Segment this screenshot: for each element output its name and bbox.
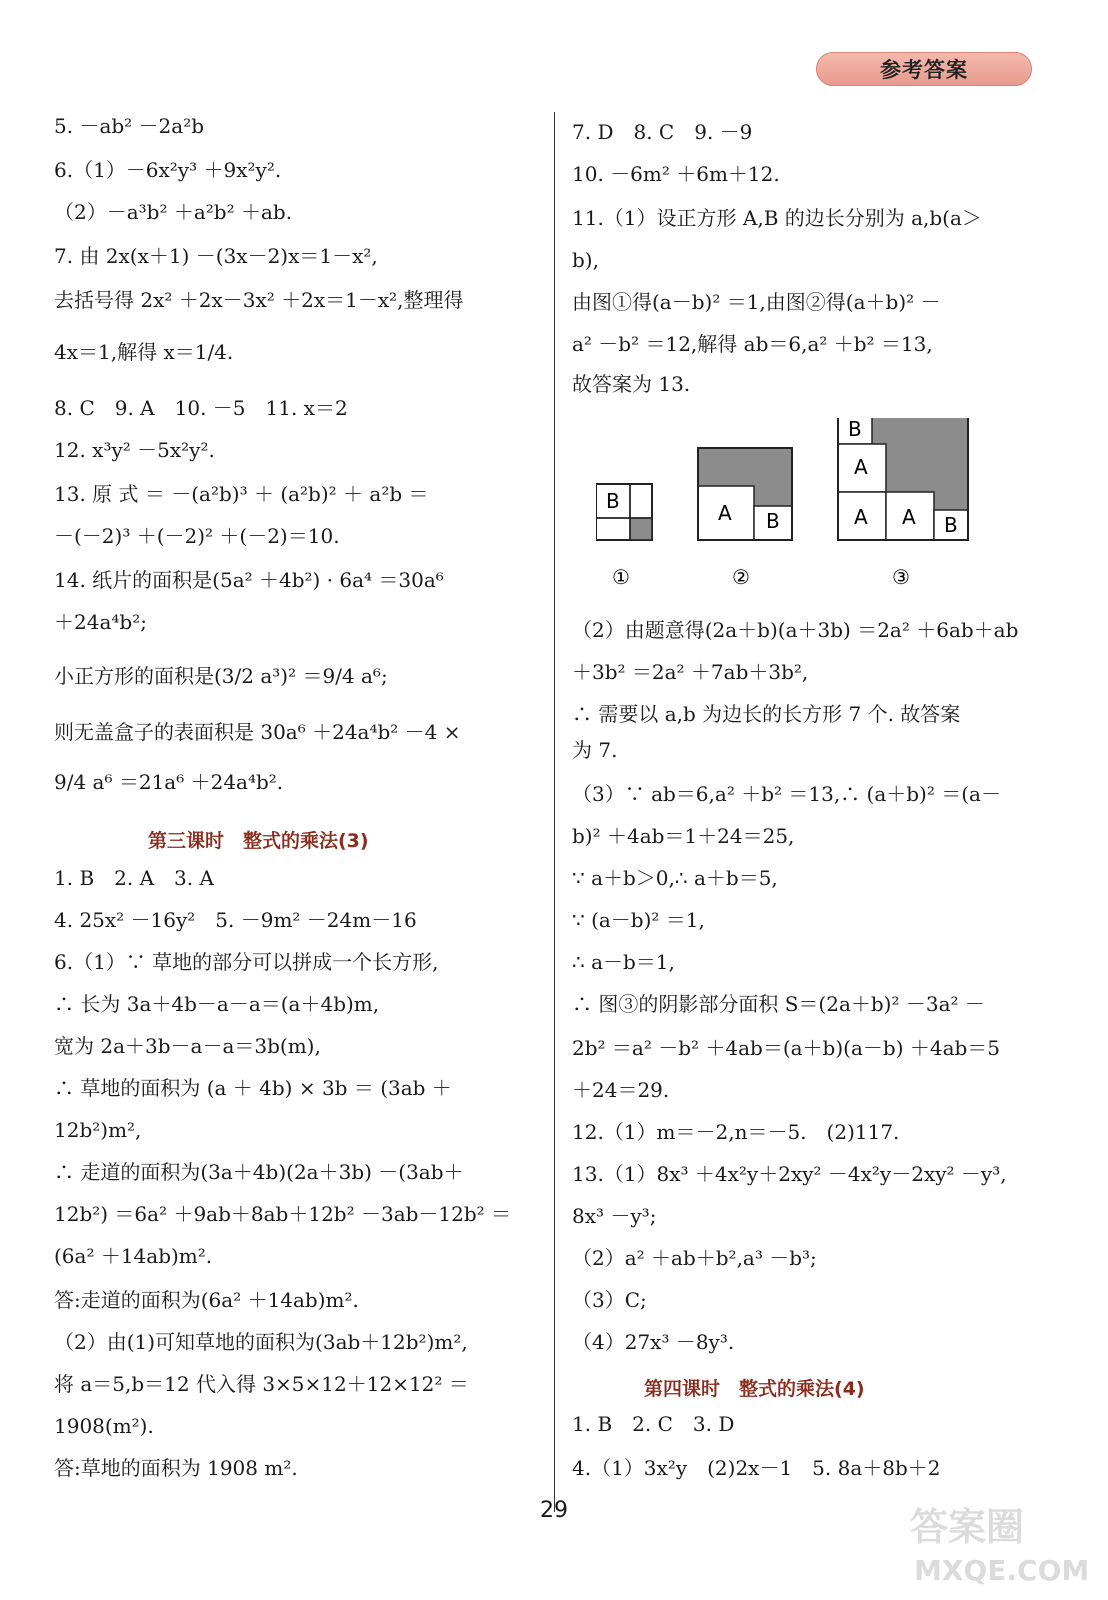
answer-line: b), (572, 248, 599, 272)
answer-line: 答:草地的面积为 1908 m². (54, 1456, 298, 1480)
answer-line: 4. 25x² －16y² 5. －9m² －24m－16 (54, 908, 417, 932)
answer-line: 为 7. (572, 738, 618, 762)
figure-2 (698, 448, 792, 589)
answer-line: （3）C; (572, 1288, 647, 1312)
page-number: 29 (540, 1498, 568, 1523)
squares-figure (596, 418, 1016, 618)
answer-line: （2）－a³b² ＋a²b² ＋ab. (54, 200, 293, 224)
figure-caption: ② (732, 565, 750, 589)
answer-line: （4）27x³ －8y³. (572, 1330, 735, 1354)
answer-line: （3）∵ ab＝6,a² ＋b² ＝13,∴ (a＋b)² ＝(a－ (572, 782, 1001, 806)
answer-line: 由图①得(a－b)² ＝1,由图②得(a＋b)² － (572, 290, 941, 314)
answer-line: 12b²) ＝6a² ＋9ab＋8ab＋12b² －3ab－12b² ＝ (54, 1202, 512, 1226)
square-b-label: B (848, 418, 862, 441)
answer-line: 13. 原 式 ＝ －(a²b)³ ＋ (a²b)² ＋ a²b ＝ (54, 482, 429, 506)
answer-line: 12. x³y² －5x²y². (54, 438, 215, 462)
answer-line: 2b² ＝a² －b² ＋4ab＝(a＋b)(a－b) ＋4ab＝5 (572, 1036, 1001, 1060)
answer-line: （2）由题意得(2a＋b)(a＋3b) ＝2a² ＋6ab＋ab (572, 618, 1019, 642)
answer-line: 6.（1）∵ 草地的部分可以拼成一个长方形, (54, 950, 439, 974)
figure-caption: ③ (892, 565, 910, 589)
answer-line: 去括号得 2x² ＋2x－3x² ＋2x＝1－x²,整理得 (54, 288, 464, 312)
answer-line: 故答案为 13. (572, 372, 691, 396)
answer-line: ∴ 需要以 a,b 为边长的长方形 7 个. 故答案 (572, 702, 961, 726)
answer-line: ∵ (a－b)² ＝1, (572, 908, 705, 932)
answer-line: 6.（1）－6x²y³ ＋9x²y². (54, 158, 282, 182)
watermark-text: 答案圈 (910, 1505, 1025, 1549)
answer-line: 1. B 2. A 3. A (54, 866, 214, 890)
answer-line: 5. －ab² －2a²b (54, 114, 205, 138)
answer-line: 8x³ －y³; (572, 1204, 657, 1228)
answer-line: 1. B 2. C 3. D (572, 1412, 735, 1436)
figure-1 (596, 484, 652, 589)
answer-line: 小正方形的面积是(3/2 a³)² ＝9/4 a⁶; (54, 664, 388, 688)
answer-line: ∴ 走道的面积为(3a＋4b)(2a＋3b) －(3ab＋ (54, 1160, 464, 1184)
answer-line: 4x＝1,解得 x＝1/4. (54, 340, 234, 364)
answer-line: 14. 纸片的面积是(5a² ＋4b²) · 6a⁴ ＝30a⁶ (54, 568, 444, 592)
figure-3 (838, 418, 968, 589)
square-b-label: B (766, 509, 780, 533)
answer-line: b)² ＋4ab＝1＋24＝25, (572, 824, 795, 848)
answer-line: 1908(m²). (54, 1414, 154, 1438)
watermark-logo (900, 1490, 1090, 1590)
square-a-label: A (902, 505, 916, 529)
answer-line: ∴ 图③的阴影部分面积 S＝(2a＋b)² －3a² － (572, 992, 985, 1016)
answer-line: a² －b² ＝12,解得 ab＝6,a² ＋b² ＝13, (572, 332, 933, 356)
answer-line: 8. C 9. A 10. －5 11. x＝2 (54, 396, 348, 420)
answer-line: ∵ a＋b＞0,∴ a＋b＝5, (572, 866, 778, 890)
answer-line: ＋24a⁴b²; (54, 610, 147, 634)
watermark-url: MXQE.COM (914, 1554, 1090, 1587)
answer-line: 7. D 8. C 9. －9 (572, 120, 753, 144)
answer-line: 7. 由 2x(x＋1) －(3x－2)x＝1－x², (54, 244, 378, 268)
answer-line: 11.（1）设正方形 A,B 的边长分别为 a,b(a＞ (572, 206, 982, 230)
section-title: 第四课时 整式的乘法(4) (644, 1378, 865, 1400)
answer-line: （2）由(1)可知草地的面积为(3ab＋12b²)m², (54, 1330, 468, 1354)
answer-line: （2）a² ＋ab＋b²,a³ －b³; (572, 1246, 817, 1270)
answer-line: (6a² ＋14ab)m². (54, 1244, 213, 1268)
section-title: 第三课时 整式的乘法(3) (148, 830, 369, 852)
column-divider (554, 112, 555, 1512)
answer-line: ∴ 长为 3a＋4b－a－a＝(a＋4b)m, (54, 992, 380, 1016)
square-b-label: B (944, 513, 958, 537)
answer-line: 宽为 2a＋3b－a－a＝3b(m), (54, 1034, 321, 1058)
square-a-label: A (718, 501, 732, 525)
answer-line: ∴ a－b＝1, (572, 950, 675, 974)
answer-line: 答:走道的面积为(6a² ＋14ab)m². (54, 1288, 359, 1312)
answer-line: 4.（1）3x²y (2)2x－1 5. 8a＋8b＋2 (572, 1456, 941, 1480)
answer-line: －(－2)³ ＋(－2)² ＋(－2)＝10. (54, 524, 340, 548)
answer-line: ＋3b² ＝2a² ＋7ab＋3b², (572, 660, 809, 684)
answer-line: ∴ 草地的面积为 (a ＋ 4b) × 3b ＝ (3ab ＋ (54, 1076, 452, 1100)
answer-line: 13.（1）8x³ ＋4x²y＋2xy² －4x²y－2xy² －y³, (572, 1162, 1007, 1186)
square-a-label: A (854, 455, 868, 479)
answer-badge: 参考答案 (816, 52, 1032, 86)
answer-line: ＋24＝29. (572, 1078, 670, 1102)
answer-line: 12b²)m², (54, 1118, 142, 1142)
answer-line: 将 a＝5,b＝12 代入得 3×5×12＋12×12² ＝ (54, 1372, 469, 1396)
answer-line: 则无盖盒子的表面积是 30a⁶ ＋24a⁴b² －4 × (54, 720, 461, 744)
figure-caption: ① (612, 565, 630, 589)
square-b-label: B (606, 489, 620, 513)
square-a-label: A (854, 505, 868, 529)
answer-line: 9/4 a⁶ ＝21a⁶ ＋24a⁴b². (54, 770, 284, 794)
answer-line: 12.（1）m＝－2,n＝－5. (2)117. (572, 1120, 900, 1144)
answer-line: 10. －6m² ＋6m＋12. (572, 162, 780, 186)
